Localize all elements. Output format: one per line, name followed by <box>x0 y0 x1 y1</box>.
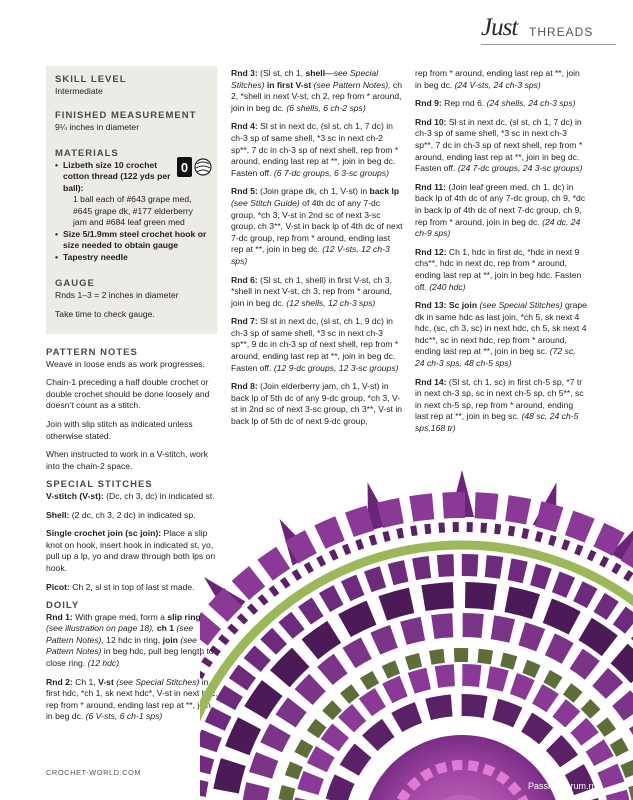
rnd-13: Rnd 13: Sc join (see Special Stitches) grape dk in same hdc as last join, *ch 5, sk next 4 hdc, (sc, ch 3, sc) in next hdc, ch 5, sk next 4 hdc**, sc in next hdc, rep from * around, ending last rep at **, join in beg sc. (72 sc, 24 ch-3 sps, 48 ch-5 sps) <box>415 300 587 369</box>
column-middle <box>231 68 403 428</box>
special-shell: Shell: (2 dc, ch 3, 2 dc) in indicated sp. <box>46 509 196 520</box>
doily-heading: DOILY <box>46 600 80 612</box>
special-picot: Picot: Ch 2, sl st in top of last st made. <box>46 581 195 592</box>
skill-value: Intermediate <box>55 85 103 96</box>
rnd-5: Rnd 5: (Join grape dk, ch 1, V-st) in back lp (see Stitch Guide) of 4th dc of any 7-dc group, *ch 3, V-st in 2nd sc of next 3-sc group, ch 3**, V-st in back lp of 4th dc of next 7-dc group, rep from * around, ending last rep at **, join in beg dc. (12 V-sts, 12 ch-3 sps) <box>231 186 403 266</box>
materials-item: • Tapestry needle <box>55 252 213 264</box>
materials-item: 1 ball each of #643 grape med, #645 grape dk, #177 elderberry jam and #684 leaf green med <box>73 194 193 227</box>
special-sc-join: Single crochet join (sc join): Place a slip knot on hook, insert hook in indicated st, yo, pull up a lp, yo and draw through both lps on hook. <box>46 528 216 573</box>
header-threads: THREADS <box>529 25 594 39</box>
measurement-heading: FINISHED MEASUREMENT <box>55 110 197 121</box>
header-rule <box>481 44 616 45</box>
column-left <box>46 347 218 723</box>
rnd-6: Rnd 6: (Sl st, ch 1, shell) in first V-st, ch 3, *shell in next V-st, ch 3, rep from * around, join in beg dc. (12 shells, 12 ch-3 sps) <box>231 274 392 308</box>
gauge-value: Rnds 1–3 = 2 inches in diameter <box>55 289 179 300</box>
rnd-4: Rnd 4: Sl st in next dc, (sl st, ch 1, 7 dc) in ch-3 sp of same shell, *3 sc in next ch-2 sp**, 7 dc in ch-3 sp of next shell, rep from * around, ending last rep at **, join in beg dc. Fasten off. (6 7-dc groups, 6 3-sc groups) <box>231 121 399 178</box>
note-4: When instructed to work in a V-stitch, work into the chain-2 space. <box>46 449 208 471</box>
note-1: Weave in loose ends as work progresses. <box>46 358 205 369</box>
rnd-12: Rnd 12: Ch 1, hdc in first dc, *hdc in next 9 chs**, hdc in next dc, rep from * around, ending last rep at **, join in beg hdc. Fasten off. (240 hdc) <box>415 246 582 292</box>
rnd-3: Rnd 3: (Sl st, ch 1, shell—see Special Stitches) in first V-st (see Pattern Notes), ch 2, *shell in next V-st, ch 2, rep from * around, join in beg dc. (6 shells, 6 ch-2 sps) <box>231 68 402 113</box>
section-header <box>481 14 611 50</box>
note-2: Chain-1 preceding a half double crochet or double crochet should be done loosely and doesn’t count as a stitch. <box>46 377 210 411</box>
footer-url: CROCHET-WORLD.COM <box>46 768 142 777</box>
header-just: Just <box>481 14 518 41</box>
materials-item: • Size 5/1.9mm steel crochet hook or size needed to obtain gauge <box>55 229 208 252</box>
gauge-heading: GAUGE <box>55 278 95 289</box>
materials-item: • Lizbeth size 10 crochet cotton thread (122 yds per ball): <box>55 160 175 195</box>
column-right <box>415 68 587 435</box>
thread-weight-icon <box>176 155 212 185</box>
rnd-10: Rnd 10: Sl st in next dc, (sl st, ch 1, 7 dc) in ch-3 sp of same shell, *3 sc in next ch-3 sp**, 7 dc in ch-3 sp of next shell, rep from * around, ending last rep at **, join in beg dc. Fasten off. (24 7-dc groups, 24 3-sc groups) <box>415 116 583 174</box>
rnd-2: Rnd 2: Ch 1, V-st (see Special Stitches) in first hdc, *ch 1, sk next hdc*, V-st in next hdc, rep from * around, ending last rep at **, join in beg dc. (6 V-sts, 6 ch-1 sps) <box>46 676 218 722</box>
note-3: Join with slip stitch as indicated unless otherwise stated. <box>46 418 193 441</box>
doily-photo <box>200 440 633 800</box>
rnd-11: Rnd 11: (Join leaf green med, ch 1, dc) in back lp of 4th dc of any 7-dc group, ch 9, *dc in back lp of 4th dc of next 7-dc group, ch 9, rep from * around, join in beg dc. (24 dc, 24 ch-9 sps) <box>415 181 586 239</box>
gauge-check: Take time to check gauge. <box>55 309 155 319</box>
watermark: PassionForum.ru <box>528 781 597 791</box>
rnd-9: Rnd 9: Rep rnd 6. (24 shells, 24 ch-3 sps) <box>415 98 576 109</box>
skill-section <box>55 74 127 97</box>
measurement-value: 9¼ inches in diameter <box>55 121 140 132</box>
rnd-1: Rnd 1: With grape med, form a slip ring (see illustration on page 18), ch 1 (see Pattern Notes), 12 hdc in ring, join (see Pattern Notes) in beg hdc, pull beg length to close ring. (12 hdc) <box>46 611 214 669</box>
measurement-section <box>55 110 196 133</box>
info-box <box>46 66 217 334</box>
rnd-8-cont: rep from * around, ending last rep at **, join in beg dc. (24 V-sts, 24 ch-3 sps) <box>415 68 580 90</box>
rnd-8: Rnd 8: (Join elderberry jam, ch 1, V-st) in back lp of 5th dc of any 9-dc group, *ch 3, V-st in 2nd sc of next 3-sc group, ch 3**, V-st in back lp of 5th dc of next 9-dc group, <box>231 381 403 427</box>
materials-heading: MATERIALS <box>55 148 119 159</box>
gauge-section <box>55 278 179 321</box>
special-v-stitch: V-stitch (V-st): (Dc, ch 3, dc) in indicated st. <box>46 490 215 501</box>
special-heading: SPECIAL STITCHES <box>46 479 153 491</box>
notes-heading: PATTERN NOTES <box>46 347 138 358</box>
rnd-14: Rnd 14: (Sl st, ch 1, sc) in first ch-5 sp, *7 tr in next ch-3 sp, sc in next ch-5 sp, ch 5**, sc in next ch-5 sp, rep from * around, ending last rep at **, join in beg sc. (48 sc, 24 ch-5 sps,168 tr) <box>415 376 584 434</box>
skill-heading: SKILL LEVEL <box>55 74 127 85</box>
rnd-7: Rnd 7: Sl st in next dc, (sl st, ch 1, 9 dc) in ch-3 sp of same shell, *3 sc in next ch-3 sp**, 9 dc in ch-3 sp of next shell, rep from * around, ending last rep at **, join in beg dc. Fasten off. (12 9-dc groups, 12 3-sc groups) <box>231 316 399 373</box>
thread-weight-number: 0 <box>180 160 189 175</box>
